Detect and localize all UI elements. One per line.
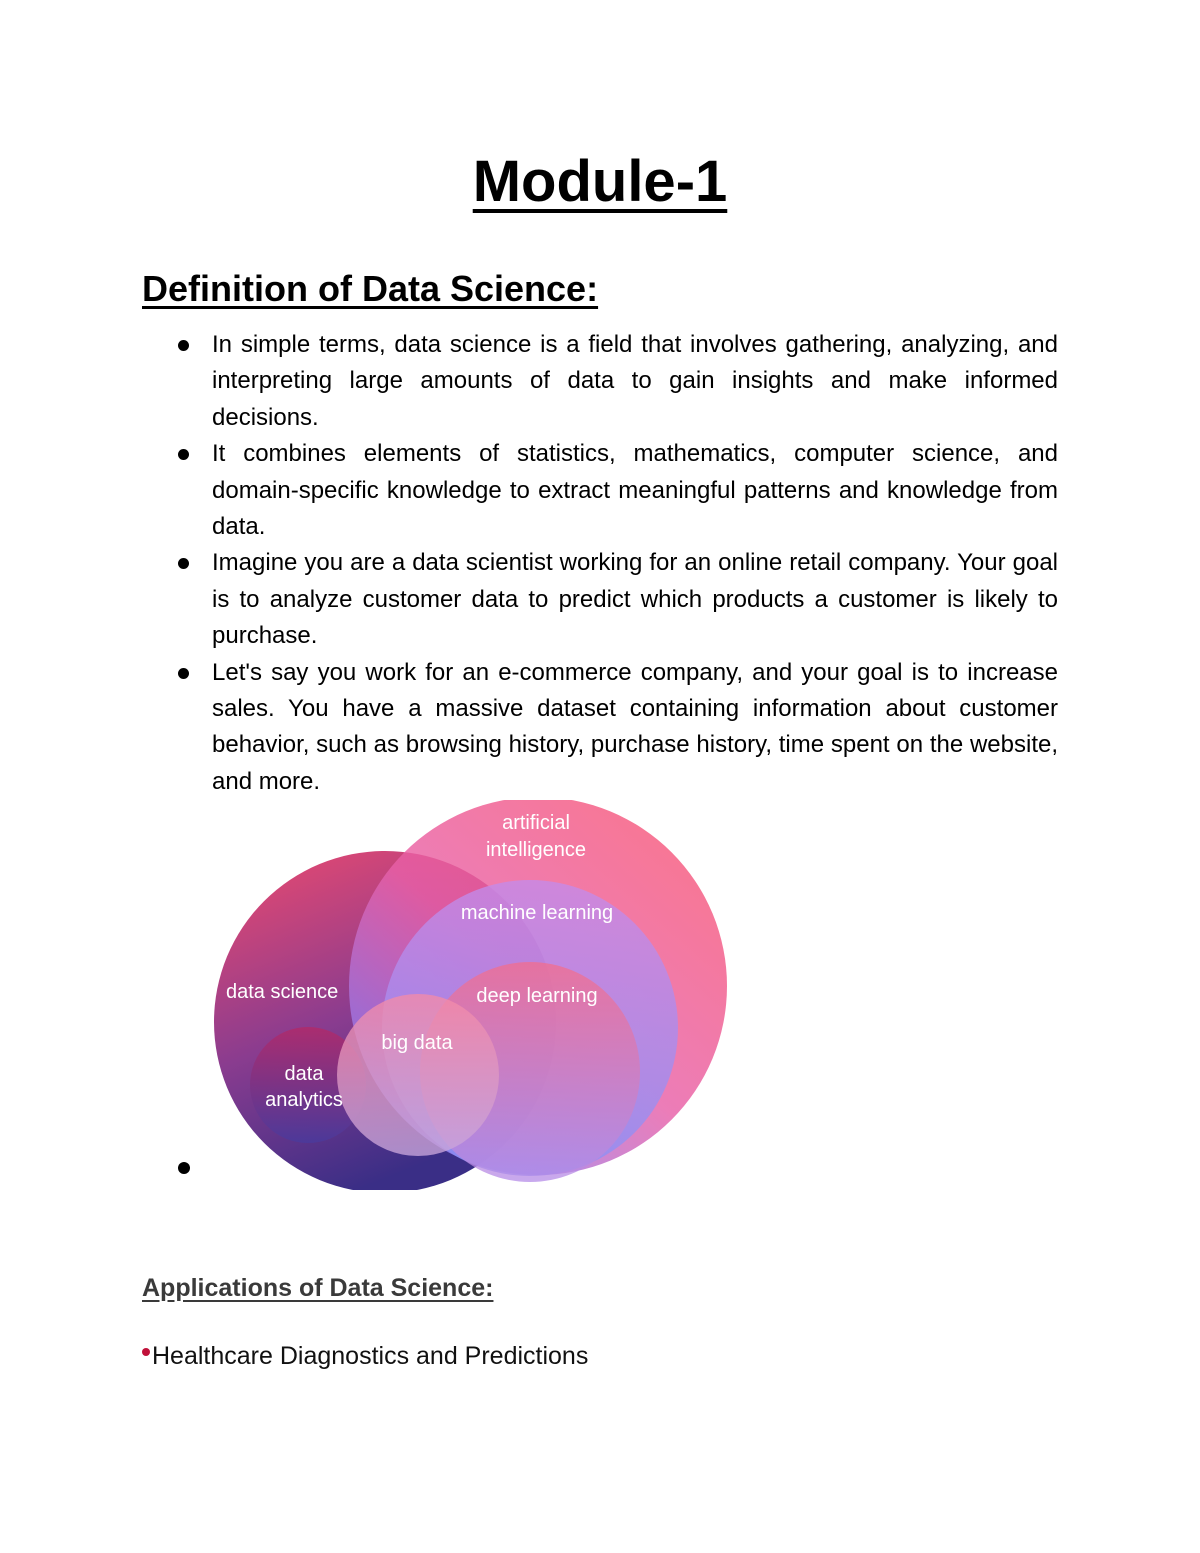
list-item bbox=[176, 436, 1058, 545]
list-item bbox=[176, 327, 1058, 436]
definition-heading: Definition of Data Science: bbox=[142, 268, 599, 309]
data-analytics-label: data bbox=[284, 1063, 324, 1085]
bullet-icon bbox=[142, 1348, 150, 1356]
definition-bullet-list bbox=[176, 327, 1058, 800]
bullet-text: In simple terms, data science is a field that involves gathering, analyzing, and interpreting large amounts of data to gain insights and make informed decisions. bbox=[212, 331, 1058, 431]
bullet-icon bbox=[178, 1162, 190, 1174]
list-item bbox=[176, 545, 1058, 654]
bullet-text: Let's say you work for an e-commerce company, and your goal is to increase sales. You have a massive dataset containing information about customer behavior, such as browsing history, purchase history, time spent on the website, and more. bbox=[212, 658, 1058, 795]
list-item bbox=[176, 655, 1058, 801]
artificial-intelligence-label: artificial bbox=[502, 812, 570, 834]
data-science-venn-diagram bbox=[200, 800, 740, 1190]
data-analytics-label: analytics bbox=[265, 1089, 343, 1111]
artificial-intelligence-label: intelligence bbox=[485, 839, 587, 861]
bullet-text: Imagine you are a data scientist working for an online retail company. Your goal is to analyze customer data to predict which products a customer is likely to purchase. bbox=[212, 549, 1058, 650]
bullet-icon bbox=[178, 449, 189, 460]
data-science-label: data science bbox=[226, 981, 339, 1003]
bullet-text: It combines elements of statistics, mathematics, computer science, and domain-specific knowledge to extract meaningful patterns and knowledge from data. bbox=[212, 440, 1058, 541]
big-data-circle bbox=[337, 994, 499, 1156]
deep-learning-label: deep learning bbox=[476, 985, 598, 1007]
application-item bbox=[142, 1342, 588, 1371]
machine-learning-label: machine learning bbox=[460, 902, 614, 924]
application-item-text: Healthcare Diagnostics and Predictions bbox=[152, 1342, 589, 1370]
big-data-label: big data bbox=[381, 1032, 453, 1054]
applications-heading: Applications of Data Science: bbox=[142, 1274, 494, 1302]
page-title: Module-1 bbox=[472, 149, 728, 214]
bullet-icon bbox=[178, 558, 189, 569]
bullet-icon bbox=[178, 340, 189, 351]
bullet-icon bbox=[178, 668, 189, 679]
